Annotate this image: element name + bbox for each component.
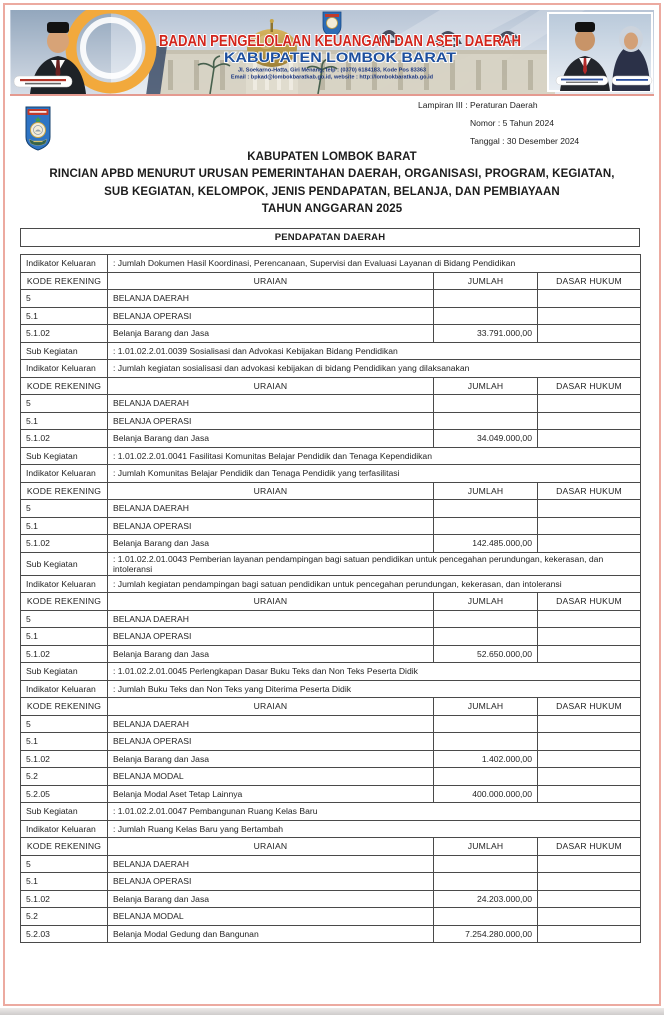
table-data-row bbox=[21, 395, 641, 413]
column-header: DASAR HUKUM bbox=[538, 838, 641, 856]
dasar-hukum-cell bbox=[538, 785, 641, 803]
dasar-hukum-cell bbox=[538, 645, 641, 663]
column-header: DASAR HUKUM bbox=[538, 698, 641, 716]
kode-rekening-cell: 5.1.02 bbox=[21, 535, 108, 553]
dasar-hukum-cell bbox=[538, 395, 641, 413]
apbd-table-body bbox=[21, 255, 641, 943]
jumlah-cell bbox=[434, 715, 538, 733]
jumlah-cell: 7.254.280.000,00 bbox=[434, 925, 538, 943]
jumlah-cell bbox=[434, 307, 538, 325]
dasar-hukum-cell bbox=[538, 307, 641, 325]
table-data-row bbox=[21, 535, 641, 553]
table-data-row bbox=[21, 925, 641, 943]
table-label-row bbox=[21, 680, 641, 698]
right-officials-photo bbox=[548, 13, 652, 91]
column-header: URAIAN bbox=[108, 593, 434, 611]
kode-rekening-cell: 5 bbox=[21, 290, 108, 308]
jumlah-cell: 34.049.000,00 bbox=[434, 430, 538, 448]
label-text-cell: : Jumlah kegiatan pendampingan bagi satuan pendidikan untuk pencegahan perundungan, kekerasan, dan intoleransi bbox=[108, 575, 641, 593]
kode-rekening-cell: 5 bbox=[21, 855, 108, 873]
table-data-row bbox=[21, 430, 641, 448]
table-data-row bbox=[21, 610, 641, 628]
lampiran-line: Nomor : 5 Tahun 2024 bbox=[470, 118, 554, 128]
dasar-hukum-cell bbox=[538, 628, 641, 646]
kode-rekening-cell: 5.2.03 bbox=[21, 925, 108, 943]
kode-rekening-cell: 5.1.02 bbox=[21, 890, 108, 908]
table-data-row bbox=[21, 290, 641, 308]
column-header: URAIAN bbox=[108, 698, 434, 716]
jumlah-cell: 52.650.000,00 bbox=[434, 645, 538, 663]
table-data-row bbox=[21, 785, 641, 803]
jumlah-cell bbox=[434, 517, 538, 535]
label-text-cell: : Jumlah Komunitas Belajar Pendidik dan Tenaga Pendidik yang terfasilitasi bbox=[108, 465, 641, 483]
section-title: PENDAPATAN DAERAH bbox=[274, 232, 386, 243]
dasar-hukum-cell bbox=[538, 768, 641, 786]
table-data-row bbox=[21, 645, 641, 663]
kode-rekening-cell: 5.1 bbox=[21, 733, 108, 751]
dasar-hukum-cell bbox=[538, 890, 641, 908]
column-header: JUMLAH bbox=[434, 272, 538, 290]
label-cell: Sub Kegiatan bbox=[21, 342, 108, 360]
dasar-hukum-cell bbox=[538, 517, 641, 535]
table-label-row bbox=[21, 360, 641, 378]
table-header-row bbox=[21, 482, 641, 500]
doc-title-line4: TAHUN ANGGARAN 2025 bbox=[261, 202, 403, 215]
banner-address-line1: Jl. Soekarno-Hatta, Giri Menang, telp : (0370) 6184183, Kode Pos 83363 bbox=[237, 67, 427, 74]
kode-rekening-cell: 5.1 bbox=[21, 873, 108, 891]
uraian-cell: Belanja Barang dan Jasa bbox=[108, 890, 434, 908]
uraian-cell: BELANJA DAERAH bbox=[108, 290, 434, 308]
table-data-row bbox=[21, 500, 641, 518]
uraian-cell: BELANJA DAERAH bbox=[108, 855, 434, 873]
dasar-hukum-cell bbox=[538, 430, 641, 448]
column-header: JUMLAH bbox=[434, 377, 538, 395]
dasar-hukum-cell bbox=[538, 908, 641, 926]
column-header: DASAR HUKUM bbox=[538, 377, 641, 395]
column-header: KODE REKENING bbox=[21, 377, 108, 395]
table-header-row bbox=[21, 593, 641, 611]
table-label-row bbox=[21, 447, 641, 465]
scan-edge bbox=[0, 1008, 664, 1015]
table-data-row bbox=[21, 873, 641, 891]
column-header: URAIAN bbox=[108, 482, 434, 500]
table-header-row bbox=[21, 838, 641, 856]
label-cell: Indikator Keluaran bbox=[21, 680, 108, 698]
kode-rekening-cell: 5 bbox=[21, 500, 108, 518]
table-header-row bbox=[21, 377, 641, 395]
left-official-name-label bbox=[14, 76, 72, 87]
table-data-row bbox=[21, 412, 641, 430]
table-data-row bbox=[21, 517, 641, 535]
doc-title-line2: RINCIAN APBD MENURUT URUSAN PEMERINTAHAN DAERAH, ORGANISASI, PROGRAM, KEGIATAN, bbox=[49, 168, 615, 181]
column-header: KODE REKENING bbox=[21, 698, 108, 716]
kode-rekening-cell: 5.2.05 bbox=[21, 785, 108, 803]
kode-rekening-cell: 5.2 bbox=[21, 768, 108, 786]
section-header-box bbox=[20, 228, 640, 247]
table-data-row bbox=[21, 768, 641, 786]
uraian-cell: Belanja Barang dan Jasa bbox=[108, 750, 434, 768]
kode-rekening-cell: 5.1 bbox=[21, 412, 108, 430]
column-header: KODE REKENING bbox=[21, 838, 108, 856]
uraian-cell: BELANJA OPERASI bbox=[108, 733, 434, 751]
table-label-row bbox=[21, 663, 641, 681]
uraian-cell: BELANJA MODAL bbox=[108, 908, 434, 926]
uraian-cell: Belanja Modal Gedung dan Bangunan bbox=[108, 925, 434, 943]
column-header: KODE REKENING bbox=[21, 482, 108, 500]
dasar-hukum-cell bbox=[538, 610, 641, 628]
table-data-row bbox=[21, 307, 641, 325]
kode-rekening-cell: 5.1 bbox=[21, 517, 108, 535]
jumlah-cell bbox=[434, 500, 538, 518]
kode-rekening-cell: 5.2 bbox=[21, 908, 108, 926]
dasar-hukum-cell bbox=[538, 290, 641, 308]
table-data-row bbox=[21, 890, 641, 908]
uraian-cell: BELANJA OPERASI bbox=[108, 873, 434, 891]
label-cell: Indikator Keluaran bbox=[21, 360, 108, 378]
header-banner bbox=[10, 10, 654, 96]
label-text-cell: : Jumlah Buku Teks dan Non Teks yang Diterima Peserta Didik bbox=[108, 680, 641, 698]
column-header: JUMLAH bbox=[434, 698, 538, 716]
label-cell: Sub Kegiatan bbox=[21, 552, 108, 575]
table-label-row bbox=[21, 575, 641, 593]
dasar-hukum-cell bbox=[538, 925, 641, 943]
dasar-hukum-cell bbox=[538, 750, 641, 768]
kode-rekening-cell: 5.1.02 bbox=[21, 325, 108, 343]
label-cell: Indikator Keluaran bbox=[21, 575, 108, 593]
uraian-cell: BELANJA OPERASI bbox=[108, 517, 434, 535]
uraian-cell: BELANJA DAERAH bbox=[108, 395, 434, 413]
label-text-cell: : 1.01.02.2.01.0041 Fasilitasi Komunitas Belajar Pendidik dan Tenaga Kependidikan bbox=[108, 447, 641, 465]
table-data-row bbox=[21, 628, 641, 646]
column-header: JUMLAH bbox=[434, 482, 538, 500]
doc-title-line3: SUB KEGIATAN, KELOMPOK, JENIS PENDAPATAN, BELANJA, DAN PEMBIAYAAN bbox=[104, 185, 560, 198]
banner-title: BADAN PENGELOLAAN KEUANGAN DAN ASET DAERAH bbox=[159, 33, 521, 50]
lampiran-block bbox=[418, 100, 579, 146]
table-label-row bbox=[21, 255, 641, 273]
kode-rekening-cell: 5.1 bbox=[21, 628, 108, 646]
uraian-cell: Belanja Barang dan Jasa bbox=[108, 325, 434, 343]
table-data-row bbox=[21, 325, 641, 343]
table-data-row bbox=[21, 715, 641, 733]
label-text-cell: : Jumlah Dokumen Hasil Koordinasi, Perencanaan, Supervisi dan Evaluasi Layanan di Bidang Pendidikan bbox=[108, 255, 641, 273]
column-header: URAIAN bbox=[108, 838, 434, 856]
uraian-cell: BELANJA DAERAH bbox=[108, 715, 434, 733]
table-data-row bbox=[21, 733, 641, 751]
table-label-row bbox=[21, 820, 641, 838]
jumlah-cell bbox=[434, 733, 538, 751]
uraian-cell: BELANJA DAERAH bbox=[108, 610, 434, 628]
jumlah-cell: 24.203.000,00 bbox=[434, 890, 538, 908]
table-header-row bbox=[21, 272, 641, 290]
uraian-cell: Belanja Barang dan Jasa bbox=[108, 535, 434, 553]
kode-rekening-cell: 5.1.02 bbox=[21, 750, 108, 768]
column-header: KODE REKENING bbox=[21, 272, 108, 290]
column-header: DASAR HUKUM bbox=[538, 593, 641, 611]
column-header: JUMLAH bbox=[434, 593, 538, 611]
column-header: JUMLAH bbox=[434, 838, 538, 856]
kode-rekening-cell: 5.1 bbox=[21, 307, 108, 325]
column-header: KODE REKENING bbox=[21, 593, 108, 611]
lampiran-label: Lampiran III : bbox=[418, 100, 468, 110]
dasar-hukum-cell bbox=[538, 325, 641, 343]
jumlah-cell bbox=[434, 395, 538, 413]
uraian-cell: BELANJA OPERASI bbox=[108, 628, 434, 646]
table-data-row bbox=[21, 750, 641, 768]
label-cell: Indikator Keluaran bbox=[21, 820, 108, 838]
column-header: DASAR HUKUM bbox=[538, 482, 641, 500]
dasar-hukum-cell bbox=[538, 855, 641, 873]
table-label-row bbox=[21, 803, 641, 821]
label-text-cell: : Jumlah kegiatan sosialisasi dan advokasi kebijakan di bidang Pendidikan yang dilaksanakan bbox=[108, 360, 641, 378]
banner-address-line2: Email : bpkad@lombokbaratkab.go.id, website : http://lombokbaratkab.go.id bbox=[230, 74, 434, 81]
label-text-cell: : Jumlah Ruang Kelas Baru yang Bertambah bbox=[108, 820, 641, 838]
kode-rekening-cell: 5.1.02 bbox=[21, 645, 108, 663]
jumlah-cell bbox=[434, 855, 538, 873]
label-cell: Indikator Keluaran bbox=[21, 255, 108, 273]
jumlah-cell: 1.402.000,00 bbox=[434, 750, 538, 768]
dasar-hukum-cell bbox=[538, 535, 641, 553]
apbd-table bbox=[20, 254, 641, 943]
uraian-cell: BELANJA OPERASI bbox=[108, 307, 434, 325]
table-label-row bbox=[21, 342, 641, 360]
column-header: URAIAN bbox=[108, 272, 434, 290]
label-text-cell: : 1.01.02.2.01.0047 Pembangunan Ruang Kelas Baru bbox=[108, 803, 641, 821]
dasar-hukum-cell bbox=[538, 412, 641, 430]
lampiran-line: Tanggal : 30 Desember 2024 bbox=[470, 136, 580, 146]
kode-rekening-cell: 5 bbox=[21, 715, 108, 733]
lampiran-line: Peraturan Daerah bbox=[470, 100, 538, 110]
jumlah-cell bbox=[434, 908, 538, 926]
uraian-cell: BELANJA MODAL bbox=[108, 768, 434, 786]
doc-title-line1: KABUPATEN LOMBOK BARAT bbox=[247, 151, 417, 163]
table-data-row bbox=[21, 855, 641, 873]
label-cell: Sub Kegiatan bbox=[21, 447, 108, 465]
jumlah-cell bbox=[434, 628, 538, 646]
column-header: URAIAN bbox=[108, 377, 434, 395]
document-title bbox=[0, 149, 664, 218]
label-cell: Sub Kegiatan bbox=[21, 803, 108, 821]
column-header: DASAR HUKUM bbox=[538, 272, 641, 290]
right-official-name-labels bbox=[556, 76, 652, 85]
table-label-row bbox=[21, 465, 641, 483]
dasar-hukum-cell bbox=[538, 733, 641, 751]
table-header-row bbox=[21, 698, 641, 716]
uraian-cell: Belanja Modal Aset Tetap Lainnya bbox=[108, 785, 434, 803]
kode-rekening-cell: 5.1.02 bbox=[21, 430, 108, 448]
table-data-row bbox=[21, 908, 641, 926]
jumlah-cell bbox=[434, 610, 538, 628]
label-text-cell: : 1.01.02.2.01.0045 Perlengkapan Dasar Buku Teks dan Non Teks Peserta Didik bbox=[108, 663, 641, 681]
uraian-cell: Belanja Barang dan Jasa bbox=[108, 645, 434, 663]
dasar-hukum-cell bbox=[538, 873, 641, 891]
jumlah-cell: 33.791.000,00 bbox=[434, 325, 538, 343]
label-cell: Indikator Keluaran bbox=[21, 465, 108, 483]
dasar-hukum-cell bbox=[538, 500, 641, 518]
kode-rekening-cell: 5 bbox=[21, 395, 108, 413]
label-text-cell: : 1.01.02.2.01.0043 Pemberian layanan pendampingan bagi satuan pendidikan untuk pencegahan perundungan, kekerasan, dan intoleransi bbox=[108, 552, 641, 575]
jumlah-cell bbox=[434, 412, 538, 430]
lombok-barat-crest-icon bbox=[25, 106, 51, 151]
jumlah-cell: 400.000.000,00 bbox=[434, 785, 538, 803]
kode-rekening-cell: 5 bbox=[21, 610, 108, 628]
label-cell: Sub Kegiatan bbox=[21, 663, 108, 681]
uraian-cell: BELANJA DAERAH bbox=[108, 500, 434, 518]
jumlah-cell bbox=[434, 768, 538, 786]
uraian-cell: Belanja Barang dan Jasa bbox=[108, 430, 434, 448]
uraian-cell: BELANJA OPERASI bbox=[108, 412, 434, 430]
dasar-hukum-cell bbox=[538, 715, 641, 733]
banner-subtitle: KABUPATEN LOMBOK BARAT bbox=[224, 49, 457, 65]
jumlah-cell: 142.485.000,00 bbox=[434, 535, 538, 553]
table-label-row bbox=[21, 552, 641, 575]
label-text-cell: : 1.01.02.2.01.0039 Sosialisasi dan Advokasi Kebijakan Bidang Pendidikan bbox=[108, 342, 641, 360]
jumlah-cell bbox=[434, 290, 538, 308]
jumlah-cell bbox=[434, 873, 538, 891]
